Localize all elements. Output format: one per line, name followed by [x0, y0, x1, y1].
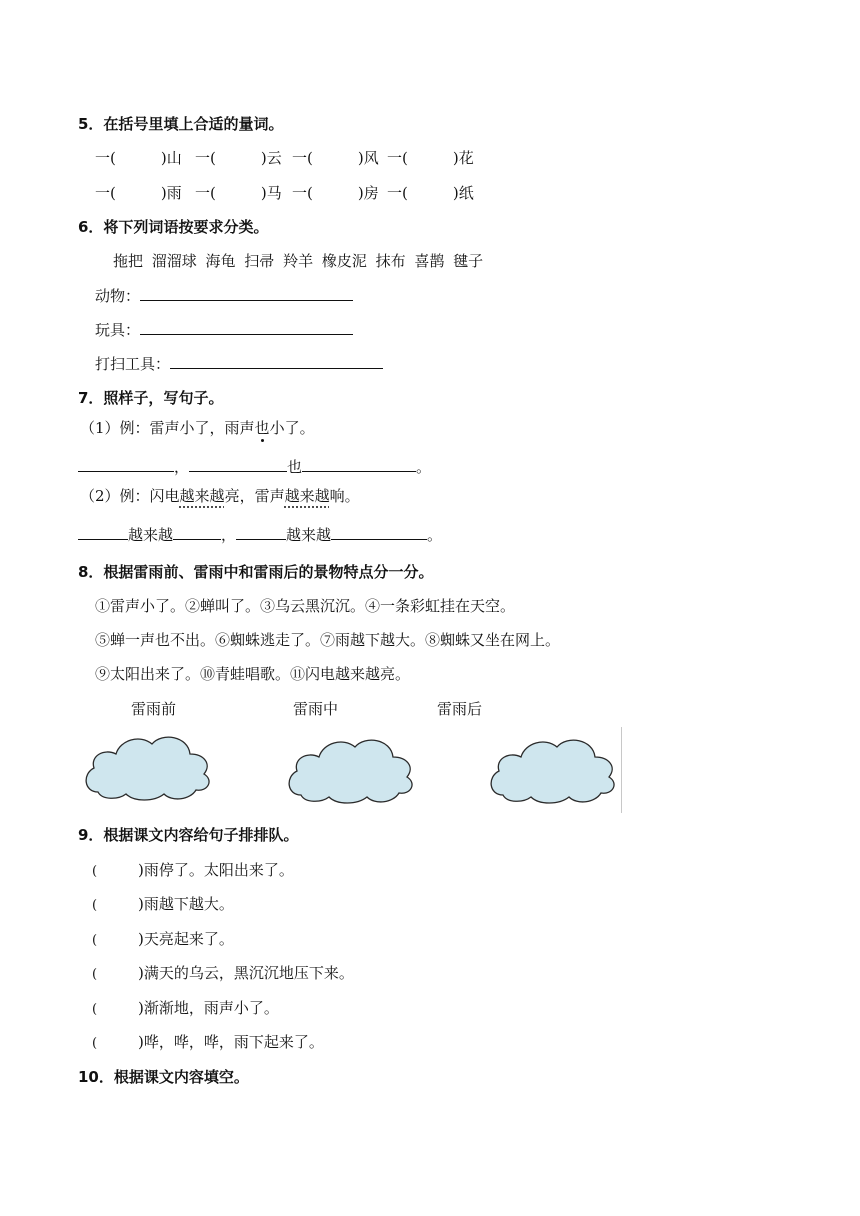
q8-statements-line-1: ①雷声小了。②蝉叫了。③乌云黑沉沉。④一条彩虹挂在天空。 [95, 597, 516, 615]
q5-item-5: 一( )雨 [95, 184, 182, 202]
q9-sentence-text: 雨停了。太阳出来了。 [143, 861, 294, 879]
q7-fill-1-end: 。 [416, 458, 432, 476]
q6-category-toys-label: 玩具： [95, 321, 141, 339]
q7-example-2-mid: 亮，雷声 [224, 487, 285, 505]
q9-sentence-text: 天亮起来了。 [143, 929, 234, 948]
q6-title: 6．将下列词语按要求分类。 [78, 218, 269, 236]
q7-fill-1-comma: ， [174, 458, 190, 476]
q9-paren-open: ( [92, 1001, 98, 1017]
q10-title: 10．根据课文内容填空。 [78, 1068, 249, 1086]
q6-category-animals [95, 285, 353, 306]
q9-paren-close[interactable]: ) [138, 1033, 144, 1051]
q7-fill-2 [78, 524, 442, 545]
q7-fill-1-ye: 也 [287, 458, 303, 476]
q7-example-1-prefix: （1）例：雷声小了，雨声 [80, 419, 255, 437]
q5-item-7: 一( )房 [292, 184, 379, 202]
q6-word-list: 拖把 溜溜球 海龟 扫帚 羚羊 橡皮泥 抹布 喜鹊 毽子 [113, 252, 484, 270]
q7-fill-2-blank-a[interactable] [78, 524, 128, 540]
q7-example-2 [80, 485, 360, 506]
q5-item-6: 一( )马 [195, 184, 282, 202]
q9-paren-close[interactable]: ) [138, 929, 144, 948]
q6-category-toys [95, 319, 353, 340]
q7-fill-2-blank-c[interactable] [236, 524, 286, 540]
q7-fill-1-blank-b[interactable] [189, 456, 287, 472]
q8-title: 8．根据雷雨前、雷雨中和雷雨后的景物特点分一分。 [78, 563, 434, 581]
q6-cleaning-answer-line[interactable] [170, 353, 383, 369]
q9-paren-open: ( [92, 967, 98, 983]
q9-paren-open: ( [92, 1036, 98, 1051]
q9-paren-open: ( [92, 898, 98, 914]
q7-fill-2-end: 。 [427, 526, 443, 544]
q9-sentence-row [92, 859, 294, 880]
q9-paren-close[interactable]: ) [138, 861, 144, 879]
q7-example-1-emphasis: 也 [254, 419, 270, 437]
q5-item-3: 一( )风 [292, 149, 379, 167]
q7-title: 7．照样子，写句子。 [78, 389, 224, 407]
q9-sentence-text: 渐渐地，雨声小了。 [143, 998, 279, 1017]
q7-fill-2-yuelaiyue-2: 越来越 [286, 526, 332, 544]
q6-category-cleaning [95, 353, 383, 374]
q7-example-2-suffix: 响。 [329, 487, 360, 505]
q7-example-2-emphasis-1: 越来越 [179, 487, 225, 505]
q9-paren-open: ( [92, 932, 98, 948]
q5-item-4: 一( )花 [387, 149, 474, 167]
q9-paren-close[interactable]: ) [138, 964, 144, 983]
image-edge-divider [621, 727, 622, 813]
q9-paren-open: ( [92, 864, 98, 879]
q8-statements-line-2: ⑤蝉一声也不出。⑥蜘蛛逃走了。⑦雨越下越大。⑧蜘蛛又坐在网上。 [95, 631, 561, 649]
q9-sentence-row [92, 1031, 324, 1052]
q9-sentence-row [92, 928, 234, 949]
q5-item-1: 一( )山 [95, 149, 182, 167]
q6-category-animals-label: 动物： [95, 287, 141, 305]
cloud-after-icon[interactable] [485, 733, 620, 808]
q9-paren-close[interactable]: ) [138, 998, 144, 1017]
q9-paren-close[interactable]: ) [138, 895, 144, 914]
q8-statements-line-3: ⑨太阳出来了。⑩青蛙唱歌。⑪闪电越来越亮。 [95, 665, 411, 683]
q9-sentence-row [92, 997, 279, 1018]
q7-example-2-prefix: （2）例：闪电 [80, 487, 180, 505]
q7-fill-2-blank-b[interactable] [173, 524, 221, 540]
q6-animals-answer-line[interactable] [140, 285, 353, 301]
q7-example-2-emphasis-2: 越来越 [284, 487, 330, 505]
q9-sentence-text: 哗，哗，哗，雨下起来了。 [143, 1033, 324, 1051]
q8-label-during: 雷雨中 [293, 700, 339, 718]
q5-title: 5．在括号里填上合适的量词。 [78, 115, 284, 133]
q9-title: 9．根据课文内容给句子排排队。 [78, 826, 299, 844]
q6-category-cleaning-label: 打扫工具： [95, 355, 171, 373]
q7-fill-1-blank-a[interactable] [78, 456, 174, 472]
q8-label-before: 雷雨前 [131, 700, 177, 718]
q5-item-2: 一( )云 [195, 149, 282, 167]
q7-fill-2-yuelaiyue-1: 越来越 [128, 526, 174, 544]
q9-sentence-text: 满天的乌云，黑沉沉地压下来。 [143, 964, 354, 983]
cloud-during-icon[interactable] [283, 733, 418, 808]
q9-sentence-text: 雨越下越大。 [143, 895, 234, 914]
q8-label-after: 雷雨后 [437, 700, 483, 718]
q9-sentence-row [92, 893, 234, 914]
q7-fill-2-comma: ， [221, 526, 237, 544]
q6-toys-answer-line[interactable] [140, 319, 353, 335]
q7-example-1-suffix: 小了。 [269, 419, 315, 437]
q7-fill-2-blank-d[interactable] [331, 524, 427, 540]
cloud-before-icon[interactable] [80, 730, 215, 805]
q7-fill-1-blank-c[interactable] [302, 456, 416, 472]
q7-example-1 [80, 417, 315, 438]
q5-item-8: 一( )纸 [387, 184, 474, 202]
q9-sentence-row [92, 962, 354, 983]
q7-fill-1 [78, 456, 431, 477]
